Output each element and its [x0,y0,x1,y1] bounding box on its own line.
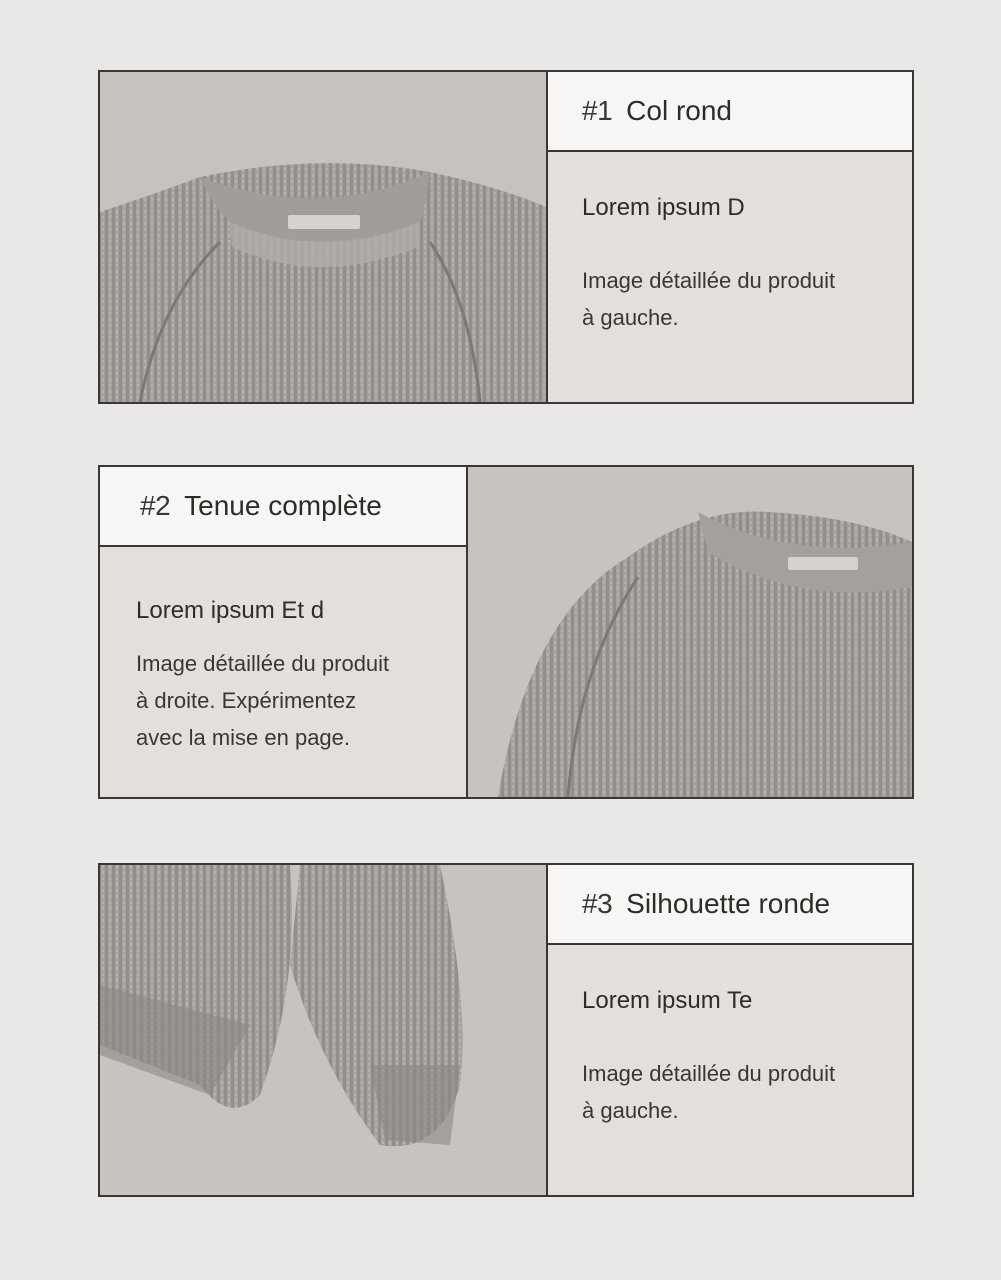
card-description [582,1055,878,1129]
card-text [548,72,912,402]
description-line: à gauche. [582,1098,679,1123]
card-number: #2 [140,490,171,521]
description-line: à droite. Expérimentez [136,688,357,713]
product-image [100,865,548,1195]
card-header [548,865,912,945]
product-card-3 [98,863,914,1197]
card-subtitle: Lorem ipsum D [582,194,745,221]
card-header [548,72,912,152]
card-description [136,645,430,756]
product-image [466,467,912,797]
card-title: Col rond [626,95,732,126]
description-line: à gauche. [582,305,679,330]
card-header [100,467,466,547]
card-body [100,547,466,797]
card-body [548,152,912,402]
product-card-2 [98,465,914,799]
card-title: Tenue complète [184,490,382,521]
card-subtitle: Lorem ipsum Te [582,987,753,1014]
card-text [548,865,912,1195]
card-subtitle: Lorem ipsum Et d [136,597,325,624]
description-line: avec la mise en page. [136,725,351,750]
product-card-1 [98,70,914,404]
description-line: Image détaillée du produit [582,268,836,293]
card-description [582,262,878,336]
card-title: Silhouette ronde [626,888,831,919]
card-number: #3 [582,888,613,919]
card-number: #1 [582,95,613,126]
card-body [548,945,912,1195]
description-line: Image détaillée du produit [136,651,390,676]
description-line: Image détaillée du produit [582,1061,836,1086]
product-image [100,72,548,402]
card-text [100,467,466,797]
